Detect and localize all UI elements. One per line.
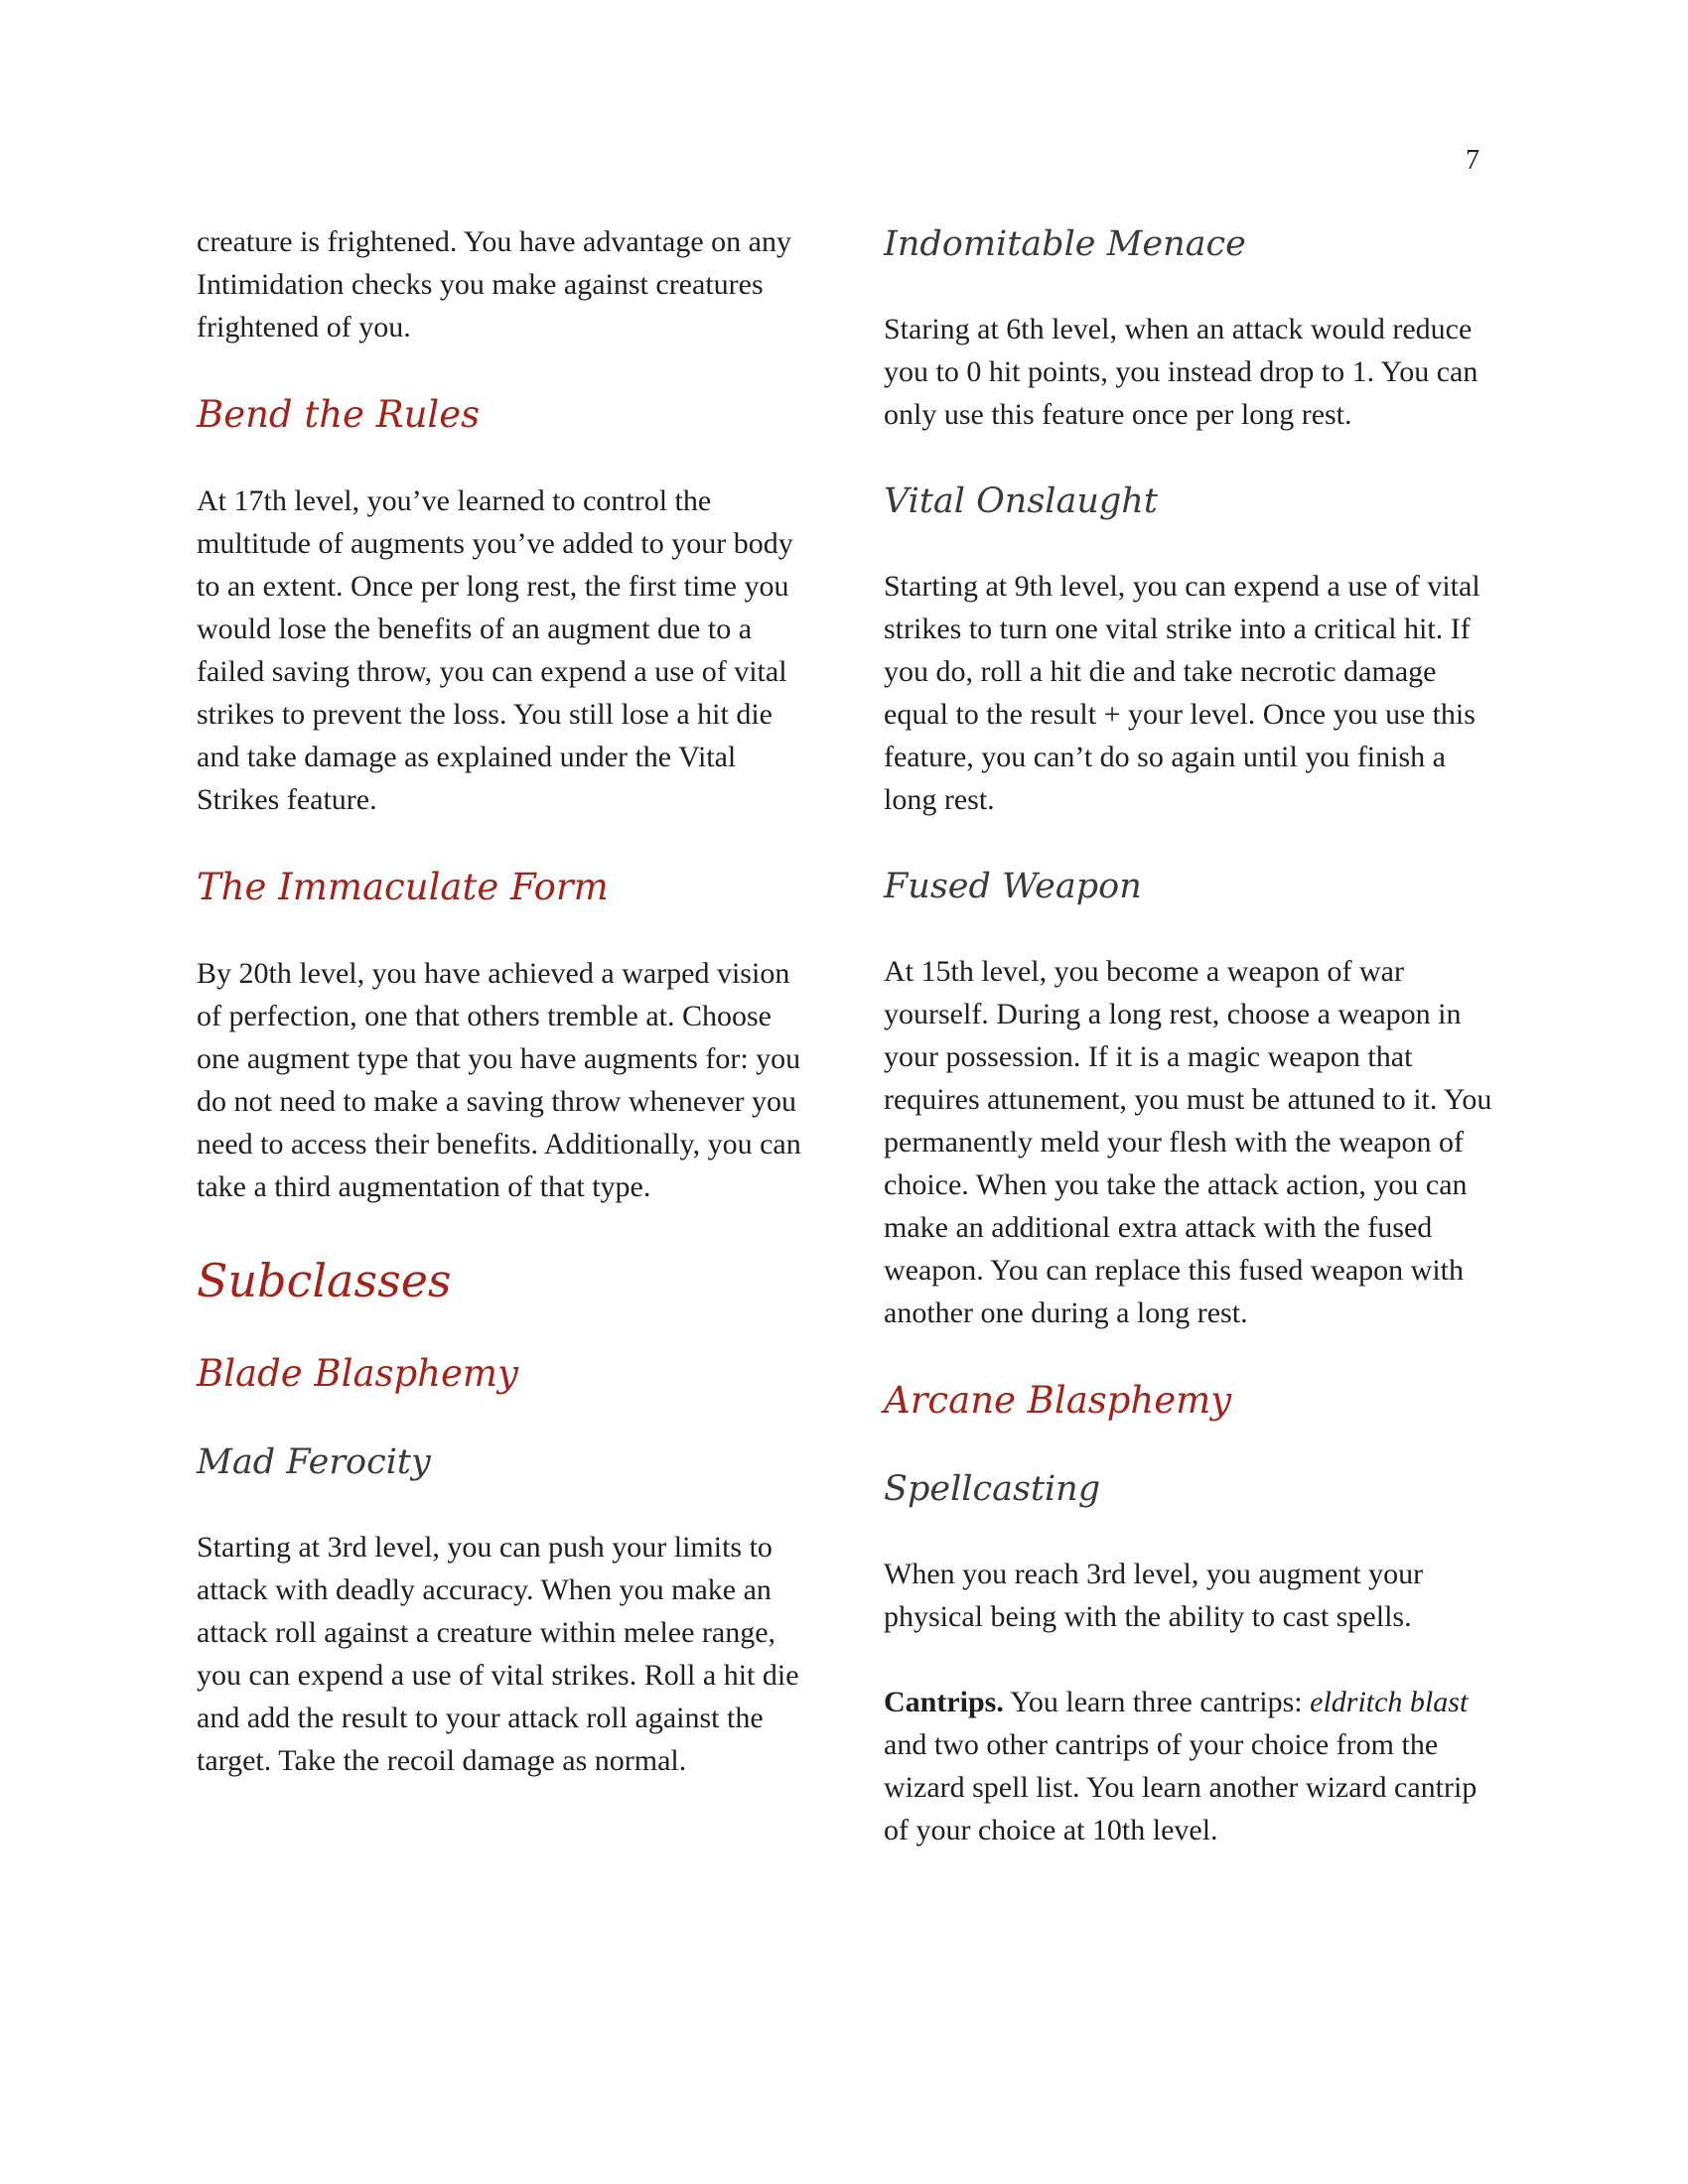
mad-ferocity-heading: Mad Ferocity: [197, 1442, 431, 1482]
vital-onslaught-text: Starting at 9th level, you can expend a use of vital strikes to turn one vital strike into a critical hit. If you do, roll a hit die and take necrotic damage equal to the result + your level. Once you use this feature, you can’t do so again until you finish a long rest.: [884, 570, 1480, 816]
spellcasting-heading: Spellcasting: [884, 1469, 1101, 1509]
cantrips-paragraph: [884, 1681, 1499, 1851]
bend-the-rules-text: At 17th level, you’ve learned to control the multitude of augments you’ve added to your body to an extent. Once per long rest, the first time you would lose the benefits of an augment due to a failed saving throw, you can expend a use of vital strikes to prevent the loss. You still lose a hit die and take damage as explained under the Vital Strikes feature.: [197, 484, 793, 816]
subclasses-heading: Subclasses: [197, 1254, 452, 1307]
blade-blasphemy-heading: Blade Blasphemy: [197, 1352, 518, 1395]
right-column: [884, 220, 1499, 1851]
immaculate-form-text: By 20th level, you have achieved a warped vision of perfection, one that others tremble at. Choose one augment type that you have augments for: you do not need to make a saving throw whenever you need to access their benefits. Additionally, you can take a third augmentation of that type.: [197, 957, 801, 1203]
left-column: [197, 220, 802, 1782]
cantrips-spell: eldritch blast: [1310, 1686, 1469, 1718]
page-number: 7: [1466, 145, 1479, 176]
cantrips-label: Cantrips.: [884, 1686, 1004, 1718]
bend-the-rules-heading: Bend the Rules: [197, 393, 481, 436]
cantrips-text-2: and two other cantrips of your choice from the wizard spell list. You learn another wizard cantrip of your choice at 10th level.: [884, 1728, 1477, 1846]
arcane-blasphemy-heading: Arcane Blasphemy: [884, 1379, 1232, 1422]
spellcasting-text: When you reach 3rd level, you augment your physical being with the ability to cast spells.: [884, 1558, 1424, 1633]
cantrips-text-1: You learn three cantrips:: [1003, 1686, 1311, 1718]
indomitable-menace-text: Staring at 6th level, when an attack would reduce you to 0 hit points, you instead drop to 1. You can only use this feature once per long rest.: [884, 313, 1478, 431]
immaculate-form-heading: The Immaculate Form: [197, 866, 609, 908]
indomitable-menace-heading: Indomitable Menace: [884, 224, 1246, 264]
fused-weapon-text: At 15th level, you become a weapon of war yourself. During a long rest, choose a weapon in your possession. If it is a magic weapon that requires attunement, you must be attuned to it. You permanently meld your flesh with the weapon of choice. When you take the attack action, you can make an additional extra attack with the fused weapon. You can replace this fused weapon with another one during a long rest.: [884, 955, 1492, 1329]
vital-onslaught-heading: Vital Onslaught: [884, 481, 1158, 521]
mad-ferocity-text: Starting at 3rd level, you can push your limits to attack with deadly accuracy. When you make an attack roll against a creature within melee range, you can expend a use of vital strikes. Roll a hit die and add the result to your attack roll against the target. Take the recoil damage as normal.: [197, 1531, 799, 1777]
fused-weapon-heading: Fused Weapon: [884, 867, 1142, 906]
intro-paragraph: creature is frightened. You have advantage on any Intimidation checks you make against creatures frightened of you.: [197, 225, 791, 343]
